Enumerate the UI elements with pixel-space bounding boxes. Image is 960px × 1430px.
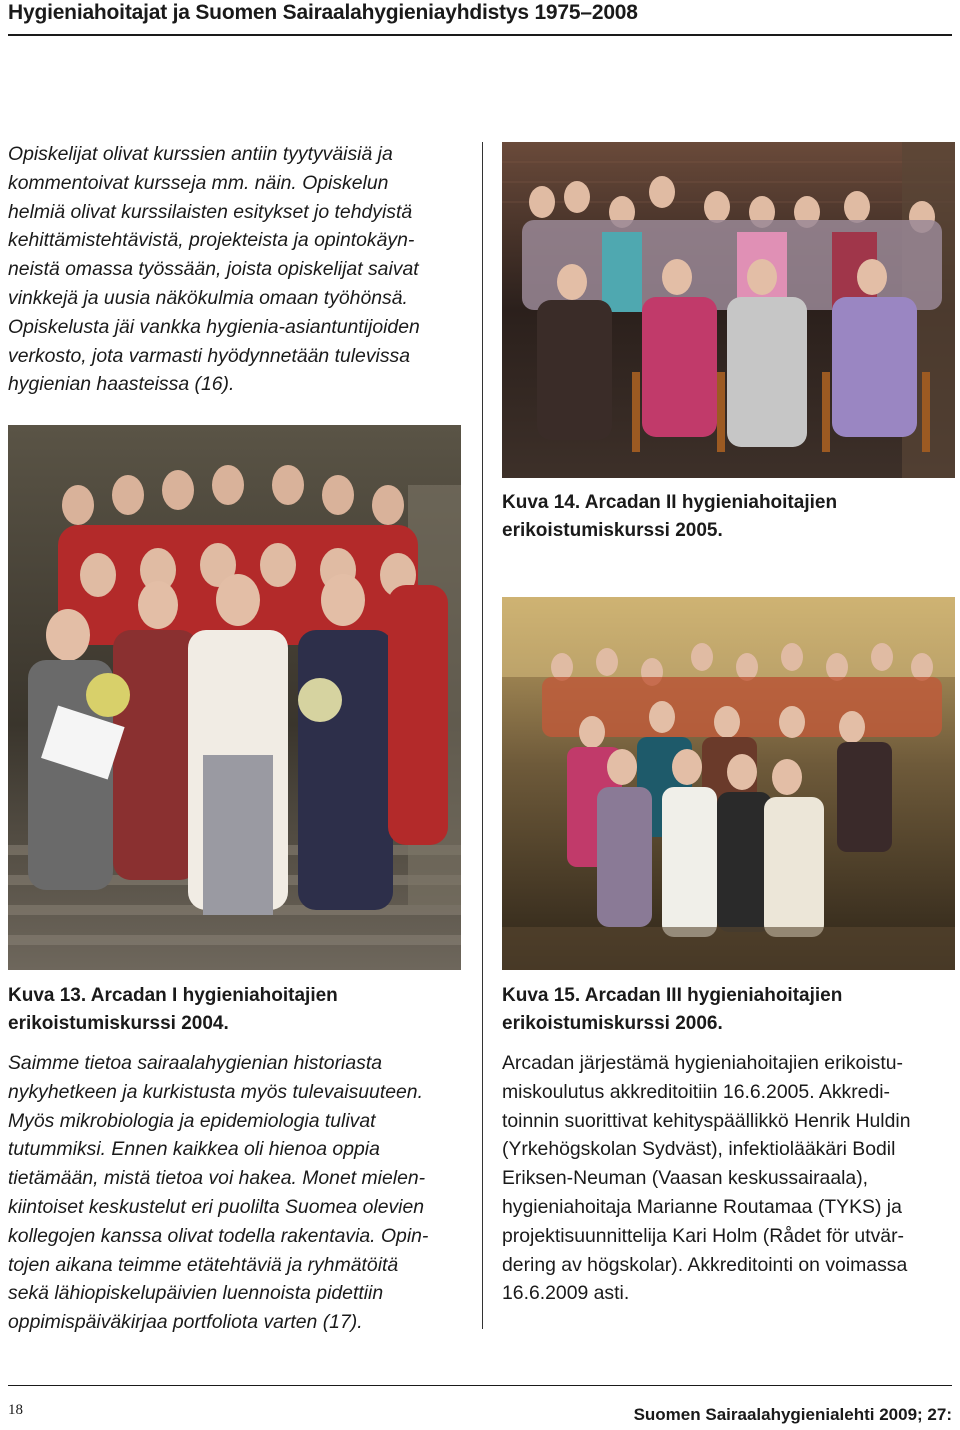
column-divider [482,142,483,1329]
photo-kuva-14 [502,142,955,478]
accreditation-text: Arcadan järjestämä hygieniahoitajien erikoistu- miskoulutus akkreditoitiin 16.6.2005. Akkredi- toinnin suorittivat kehityspäällikkö Henrik Huldin (Yrkehögskolan Sydväst), infektiolääkäri Bodil Eriksen-Neuman (Vaasan keskussairaala), hygieniahoitaja Marianne Routamaa (TYKS) ja projektisuunnittelija Kari Holm (Rådet för utvär- dering av högskolar). Akkreditointi on voimassa 16.6.2009 asti. [502,1052,911,1305]
caption-kuva-13: Kuva 13. Arcadan I hygieniahoitajien erikoistumiskurssi 2004. [8,985,338,1034]
quote-text: Saimme tietoa sairaalahygienian historiasta nykyhetkeen ja kurkistusta myös tulevaisuuteen. Myös mikrobiologia ja epidemiologia tulivat tutummiksi. Ennen kaikkea oli hienoa oppia tietämään, mistä tietoa voi hakea. Monet mielen- kiintoiset keskustelut eri puolilta Suomea olevien kollegojen kanssa olivat todella rakentavia. Opin- tojen aikana teimme etätehtäviä ja ryhmätöitä sekä lähiopiskelupäivien luennoista pidettiin oppimispäiväkirjaa portfoliota varten (17). [8,1052,429,1334]
journal-citation: Suomen Sairaalahygienialehti 2009; 27: [633,1405,952,1424]
photo-kuva-15 [502,597,955,970]
intro-paragraph [8,140,460,399]
page-number: 18 [8,1402,23,1418]
caption-kuva-15: Kuva 15. Arcadan III hygieniahoitajien erikoistumiskurssi 2006. [502,985,843,1034]
header-rule [8,34,952,36]
quote-paragraph [8,1049,460,1337]
intro-text: Opiskelijat olivat kurssien antiin tyytyväisiä ja kommentoivat kursseja mm. näin. Opiskelun helmiä olivat kurssilaisten esitykset jo tehdyistä kehittämistehtävistä, projekteista ja opintokäyn- neistä omassa työssään, joista opiskelijat saivat vinkkejä ja uusia näkökulmia omaan työhönsä. Opiskelusta jäi vankka hygienia-asiantuntijoiden verkosto, jota varmasti hyödynnetään tulevissa hygienian haasteissa (16). [8,143,420,396]
photo-kuva-13 [8,425,461,970]
footer-rule [8,1385,952,1386]
caption-kuva-14: Kuva 14. Arcadan II hygieniahoitajien erikoistumiskurssi 2005. [502,492,838,541]
accreditation-paragraph [502,1049,954,1308]
running-header-title: Hygieniahoitajat ja Suomen Sairaalahygieniayhdistys 1975–2008 [8,1,638,24]
